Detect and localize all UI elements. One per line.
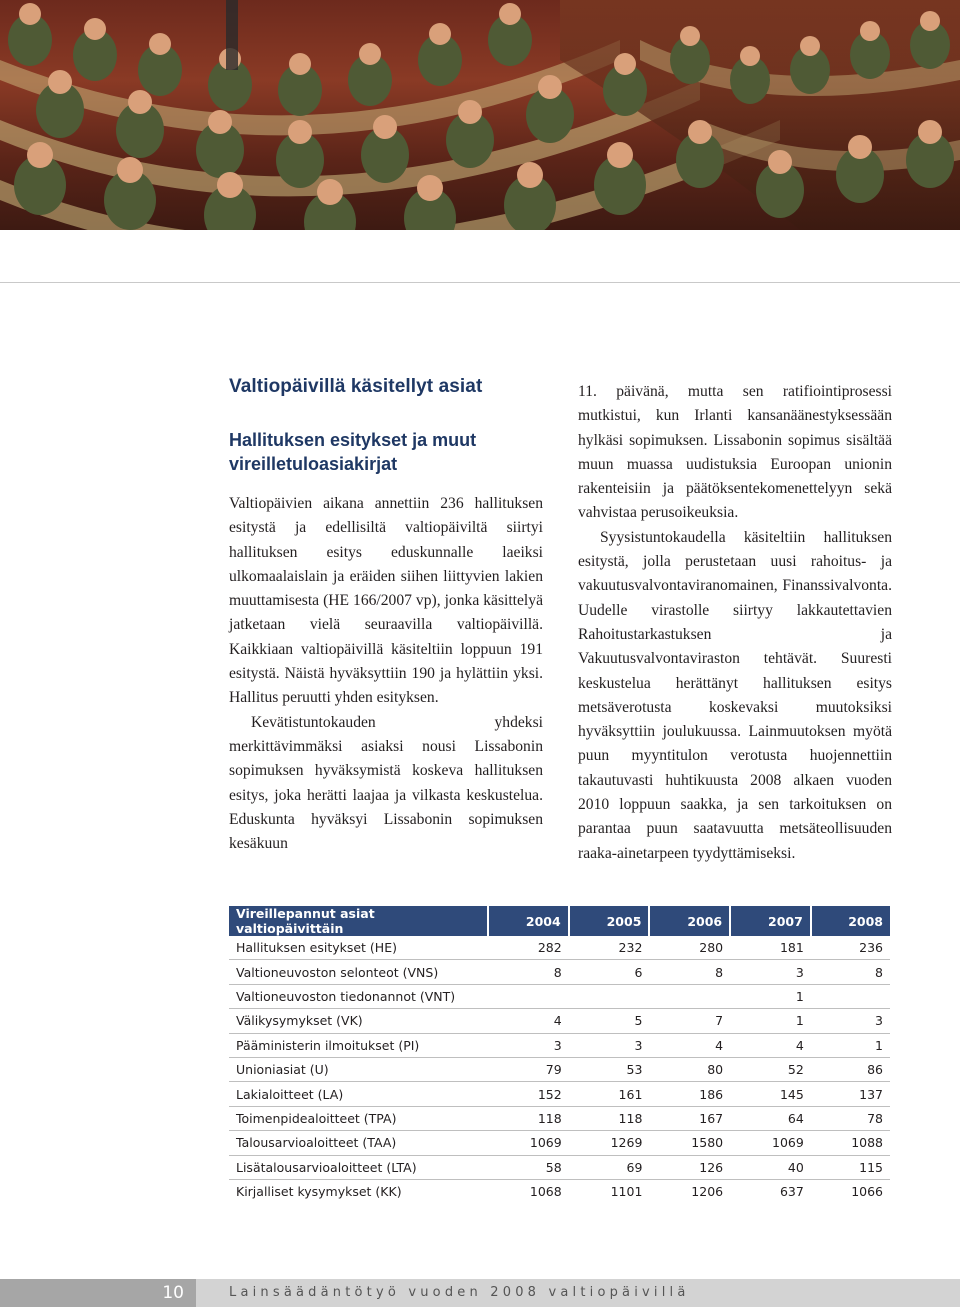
body-paragraph: Valtiopäivien aikana annettiin 236 hallituksen esitystä ja edellisiltä valtiopäiviltä siirtyi hallituksen esitys eduskunnalle laeiksi ulkomaalaislain ja eräiden siihen liittyvien lakien muuttamisesta (HE 166/2007 vp), jonka käsittelyä jatketaan vielä seuraavilla valtiopäivillä. Kaikkiaan valtiopäivillä käsiteltiin loppuun 191 esitystä. Näistä hyväksyttiin 190 ja hylättiin yksi. Hallitus peruutti yhden esityksen. [229,495,543,707]
table-cell: 282 [488,936,569,960]
table-cell: 1 [730,1009,811,1033]
table-cell: 167 [649,1106,730,1130]
table-row [229,1057,890,1081]
table-cell: 3 [488,1033,569,1057]
table-cell: 118 [488,1106,569,1130]
table-cell: 5 [569,1009,650,1033]
table-row-label: Kirjalliset kysymykset (KK) [236,1184,402,1200]
table-cell: 1066 [851,1184,883,1200]
table-cell: 152 [488,1082,569,1106]
section-subheading: Hallituksen esitykset ja muut vireilletuloasiakirjat [229,430,477,474]
table-cell: 1206 [691,1184,724,1200]
table-row-label: Talousarvioaloitteet (TAA) [229,1131,488,1155]
table-header-cell: 2008 [811,906,890,936]
table-header-cell: 2005 [569,906,650,936]
hero-photo-illustration [0,0,960,230]
table-row-label: Unioniasiat (U) [229,1057,488,1081]
table-row [229,984,890,1008]
table-cell: 232 [569,936,650,960]
table-cell: 126 [649,1155,730,1179]
table-cell [488,984,569,1008]
table-cell: 118 [569,1106,650,1130]
table-cell: 1069 [730,1131,811,1155]
table-cell: 1069 [488,1131,569,1155]
table-cell: 78 [811,1106,890,1130]
table-row-label: Välikysymykset (VK) [229,1009,488,1033]
table-cell: 86 [811,1057,890,1081]
body-paragraph: 11. päivänä, mutta sen ratifiointiprosessi mutkistui, kun Irlanti kansanäänestyksessään hylkäsi sopimuksen. Lissabonin sopimus sisältää muun muassa uudistuksia Euroopan unionin rakenteisiin ja päätöksentekomenettelyyn sekä vahvistaa perusoikeuksia. [578,383,892,522]
hero-photo-parliament-hall [0,0,960,230]
table-cell: 79 [488,1057,569,1081]
table-cell: 1580 [649,1131,730,1155]
table-cell: 1 [730,984,811,1008]
table-cell: 280 [649,936,730,960]
table-cell: 4 [730,1033,811,1057]
table-row-label: Lakialoitteet (LA) [229,1082,488,1106]
footer-title: Lainsäädäntötyö vuoden 2008 valtiopäivillä [229,1285,690,1300]
body-paragraph: Syysistuntokaudella käsiteltiin hallituksen esitystä, jolla perustetaan uusi rahoitus- ja vakuutusvalvontaviranomainen, Finanssivalvonta. Uudelle virastolle siirtyy lakkautettavien Rahoitustarkastuksen ja Vakuutusvalvontaviraston tehtävät. Suuresti keskustelua herättänyt hallituksen esitys metsäverotusta koskevaksi muutoksiksi hyväksyttiin joulukuussa. Lainmuutoksen myötä puun myyntitulon verotusta huojennettiin takautuvasti huhtikuusta 2008 alkaen vuoden 2010 loppuun saakka, ja sen tarkoituksen on parantaa puun saatavuutta metsäteollisuuden raaka-ainetarpeen tyydyttämiseksi. [578,528,892,862]
table-cell: 1269 [569,1131,650,1155]
table-cell: 1101 [610,1184,643,1200]
left-text-column [229,376,543,856]
table-cell: 3 [811,1009,890,1033]
table-row-label: Hallituksen esitykset (HE) [229,936,488,960]
table-cell: 145 [730,1082,811,1106]
table-cell: 58 [488,1155,569,1179]
table-cell: 161 [569,1082,650,1106]
table-row [229,1009,890,1033]
statistics-table [229,906,890,1203]
table-cell [811,984,890,1008]
table-row [229,936,890,960]
table-row [229,1033,890,1057]
table-cell: 3 [569,1033,650,1057]
table-cell: 637 [779,1184,804,1200]
table-row [229,1131,890,1155]
table-header-cell: 2004 [488,906,569,936]
table-row-label: Toimenpidealoitteet (TPA) [229,1106,488,1130]
table-row [229,1179,890,1203]
table-cell: 1068 [529,1184,562,1200]
table-cell: 64 [730,1106,811,1130]
table-cell: 236 [811,936,890,960]
table-cell: 69 [569,1155,650,1179]
table-cell: 40 [730,1155,811,1179]
table-body [229,936,890,1203]
table-cell: 181 [730,936,811,960]
table-cell: 52 [730,1057,811,1081]
right-text-column [578,380,892,866]
table-cell: 3 [730,960,811,984]
table-cell: 6 [569,960,650,984]
table-cell: 186 [649,1082,730,1106]
table-cell: 7 [649,1009,730,1033]
section-heading: Valtiopäivillä käsitellyt asiat [229,376,483,397]
table-cell: 1 [811,1033,890,1057]
page-number: 10 [0,1279,196,1307]
table-row [229,1155,890,1179]
table-cell: 4 [488,1009,569,1033]
table-cell: 115 [811,1155,890,1179]
horizontal-divider [0,282,960,283]
table-cell: 80 [649,1057,730,1081]
table-row-label: Lisätalousarvioaloitteet (LTA) [229,1155,488,1179]
table-row [229,960,890,984]
table-row-label: Pääministerin ilmoitukset (PI) [229,1033,488,1057]
table-cell [569,984,650,1008]
table-cell: 137 [811,1082,890,1106]
table-cell: 8 [488,960,569,984]
table-row [229,1082,890,1106]
table-cell: 1088 [811,1131,890,1155]
table-header-row [229,906,890,936]
table-header-cell: 2006 [649,906,730,936]
table-cell [649,984,730,1008]
body-paragraph: Kevätistuntokauden yhdeksi merkittävimmäksi asiaksi nousi Lissabonin sopimuksen hyväksymistä koskeva hallituksen esitys, joka herätti laajaa ja vilkasta keskustelua. Eduskunta hyväksyi Lissabonin sopimuksen kesäkuun [229,713,543,853]
table-cell: 4 [649,1033,730,1057]
table-row-label: Valtioneuvoston tiedonannot (VNT) [229,984,488,1008]
table-cell: 8 [649,960,730,984]
table-cell: 8 [811,960,890,984]
table-cell: 53 [569,1057,650,1081]
table-header-cell: 2007 [730,906,811,936]
table-row-label: Valtioneuvoston selonteot (VNS) [229,960,488,984]
table-header-cell: Vireillepannut asiat valtiopäivittäin [229,906,488,936]
table-row [229,1106,890,1130]
page-footer [0,1279,960,1307]
